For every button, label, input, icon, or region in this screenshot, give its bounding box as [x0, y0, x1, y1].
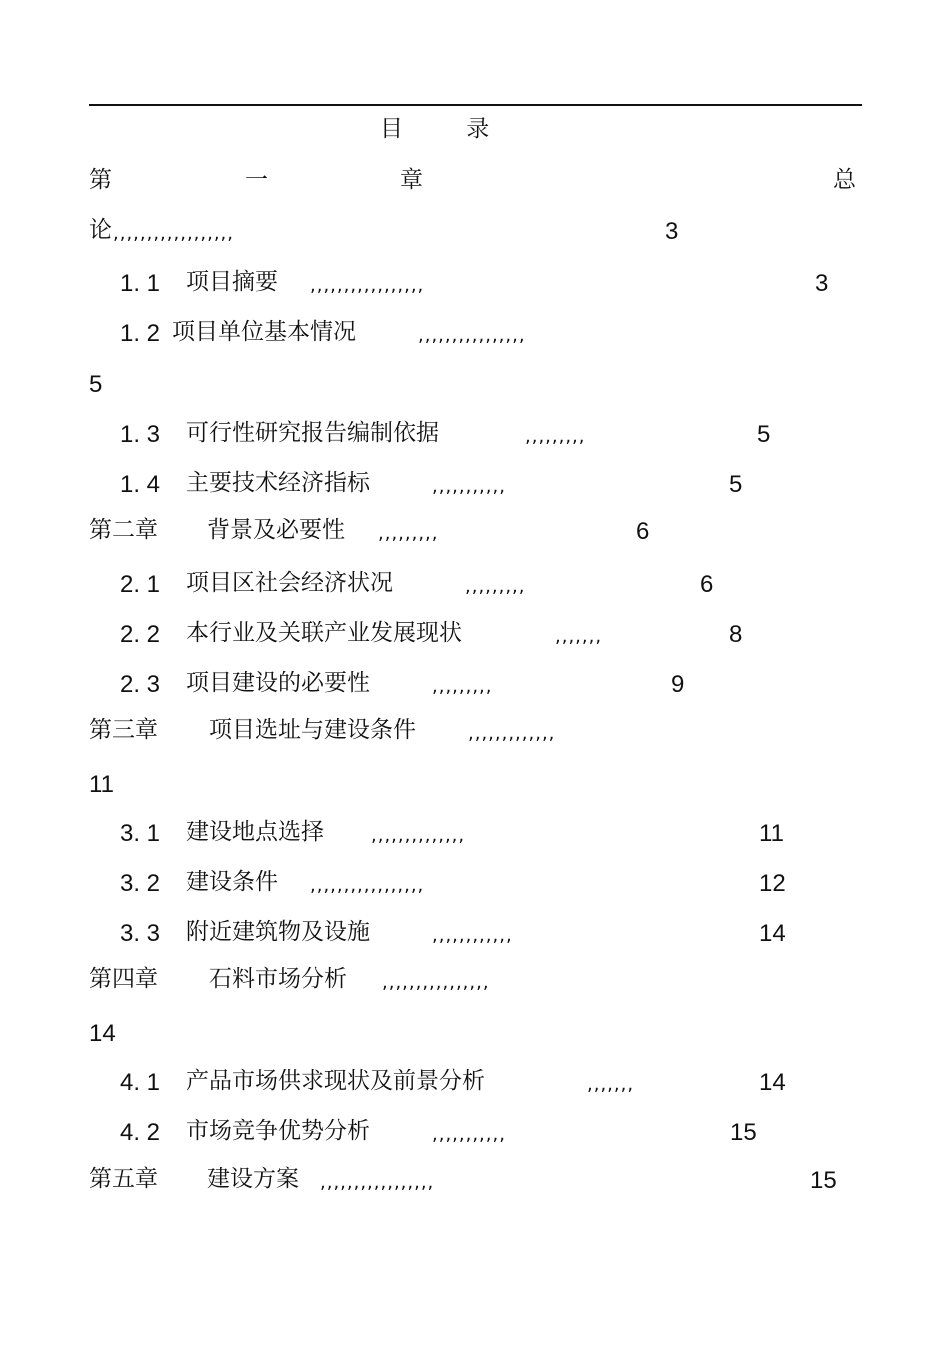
- header-rule: [89, 104, 862, 106]
- s2-2-label[interactable]: 本行业及关联产业发展现状: [186, 620, 462, 646]
- ch1-char-2: 一: [245, 167, 268, 193]
- ch4-label: 第四章: [89, 966, 158, 992]
- s1-2-page[interactable]: 5: [89, 371, 103, 398]
- ch3-leader: ,,,,,,,,,,,,,: [468, 723, 556, 744]
- ch3-title[interactable]: 项目选址与建设条件: [209, 717, 416, 743]
- ch1-page[interactable]: 3: [665, 218, 679, 245]
- ch1-char-1: 第: [89, 167, 112, 193]
- ch5-title[interactable]: 建设方案: [207, 1166, 299, 1192]
- ch3-label: 第三章: [89, 717, 158, 743]
- ch4-title[interactable]: 石料市场分析: [209, 966, 347, 992]
- ch1-char-3: 章: [400, 167, 423, 193]
- s1-3-leader: ,,,,,,,,,: [525, 426, 586, 447]
- s1-4-label[interactable]: 主要技术经济指标: [186, 470, 370, 496]
- s1-4-leader: ,,,,,,,,,,,: [432, 476, 506, 497]
- s3-3-label[interactable]: 附近建筑物及设施: [186, 919, 370, 945]
- s4-2-number: 4. 2: [120, 1119, 161, 1146]
- s4-2-label[interactable]: 市场竞争优势分析: [186, 1118, 370, 1144]
- s3-1-number: 3. 1: [120, 820, 161, 847]
- ch2-title[interactable]: 背景及必要性: [207, 517, 345, 543]
- ch5-page[interactable]: 15: [810, 1167, 837, 1194]
- s1-3-page[interactable]: 5: [757, 421, 771, 448]
- s2-1-leader: ,,,,,,,,,: [465, 576, 526, 597]
- s1-4-page[interactable]: 5: [729, 471, 743, 498]
- ch1-leader: ,,,,,,,,,,,,,,,,,,: [113, 223, 234, 244]
- ch4-page[interactable]: 14: [89, 1020, 116, 1047]
- s2-1-page[interactable]: 6: [700, 571, 714, 598]
- s1-4-number: 1. 4: [120, 471, 161, 498]
- s1-2-number: 1. 2: [120, 320, 161, 347]
- s3-1-leader: ,,,,,,,,,,,,,,: [371, 825, 466, 846]
- s1-1-number: 1. 1: [120, 270, 161, 297]
- s4-1-number: 4. 1: [120, 1069, 161, 1096]
- ch2-label: 第二章: [89, 517, 158, 543]
- s4-2-page[interactable]: 15: [730, 1119, 757, 1146]
- s2-3-page[interactable]: 9: [671, 671, 685, 698]
- s4-1-page[interactable]: 14: [759, 1069, 786, 1096]
- s4-1-label[interactable]: 产品市场供求现状及前景分析: [186, 1068, 485, 1094]
- s3-2-label[interactable]: 建设条件: [186, 869, 278, 895]
- s1-2-leader: ,,,,,,,,,,,,,,,,: [418, 325, 526, 346]
- s3-1-page[interactable]: 11: [759, 820, 784, 847]
- ch4-leader: ,,,,,,,,,,,,,,,,: [382, 972, 490, 993]
- s1-3-number: 1. 3: [120, 421, 161, 448]
- s1-2-label[interactable]: 项目单位基本情况: [172, 319, 356, 345]
- s4-1-leader: ,,,,,,,: [587, 1074, 635, 1095]
- s2-3-leader: ,,,,,,,,,: [432, 676, 493, 697]
- s3-2-page[interactable]: 12: [759, 870, 786, 897]
- ch2-leader: ,,,,,,,,,: [378, 523, 439, 544]
- s2-2-page[interactable]: 8: [729, 621, 743, 648]
- s4-2-leader: ,,,,,,,,,,,: [432, 1124, 506, 1145]
- ch1-char-5: 论: [89, 217, 112, 243]
- ch5-label: 第五章: [89, 1166, 158, 1192]
- ch3-page[interactable]: 11: [89, 771, 114, 798]
- s2-2-number: 2. 2: [120, 621, 161, 648]
- s1-1-page[interactable]: 3: [815, 270, 829, 297]
- s2-3-number: 2. 3: [120, 671, 161, 698]
- s1-1-leader: ,,,,,,,,,,,,,,,,,: [310, 275, 425, 296]
- s1-3-label[interactable]: 可行性研究报告编制依据: [186, 420, 439, 446]
- s1-1-label[interactable]: 项目摘要: [186, 269, 278, 295]
- s3-3-page[interactable]: 14: [759, 920, 786, 947]
- s2-1-label[interactable]: 项目区社会经济状况: [186, 570, 393, 596]
- s3-3-leader: ,,,,,,,,,,,,: [432, 925, 513, 946]
- s3-3-number: 3. 3: [120, 920, 161, 947]
- s2-2-leader: ,,,,,,,: [555, 626, 603, 647]
- ch2-page[interactable]: 6: [636, 518, 650, 545]
- s3-2-leader: ,,,,,,,,,,,,,,,,,: [310, 875, 425, 896]
- s2-1-number: 2. 1: [120, 571, 161, 598]
- s3-2-number: 3. 2: [120, 870, 161, 897]
- toc-title: 目 录: [380, 116, 518, 142]
- ch5-leader: ,,,,,,,,,,,,,,,,,: [320, 1172, 435, 1193]
- ch1-char-4: 总: [833, 167, 856, 193]
- s3-1-label[interactable]: 建设地点选择: [186, 819, 324, 845]
- s2-3-label[interactable]: 项目建设的必要性: [186, 670, 370, 696]
